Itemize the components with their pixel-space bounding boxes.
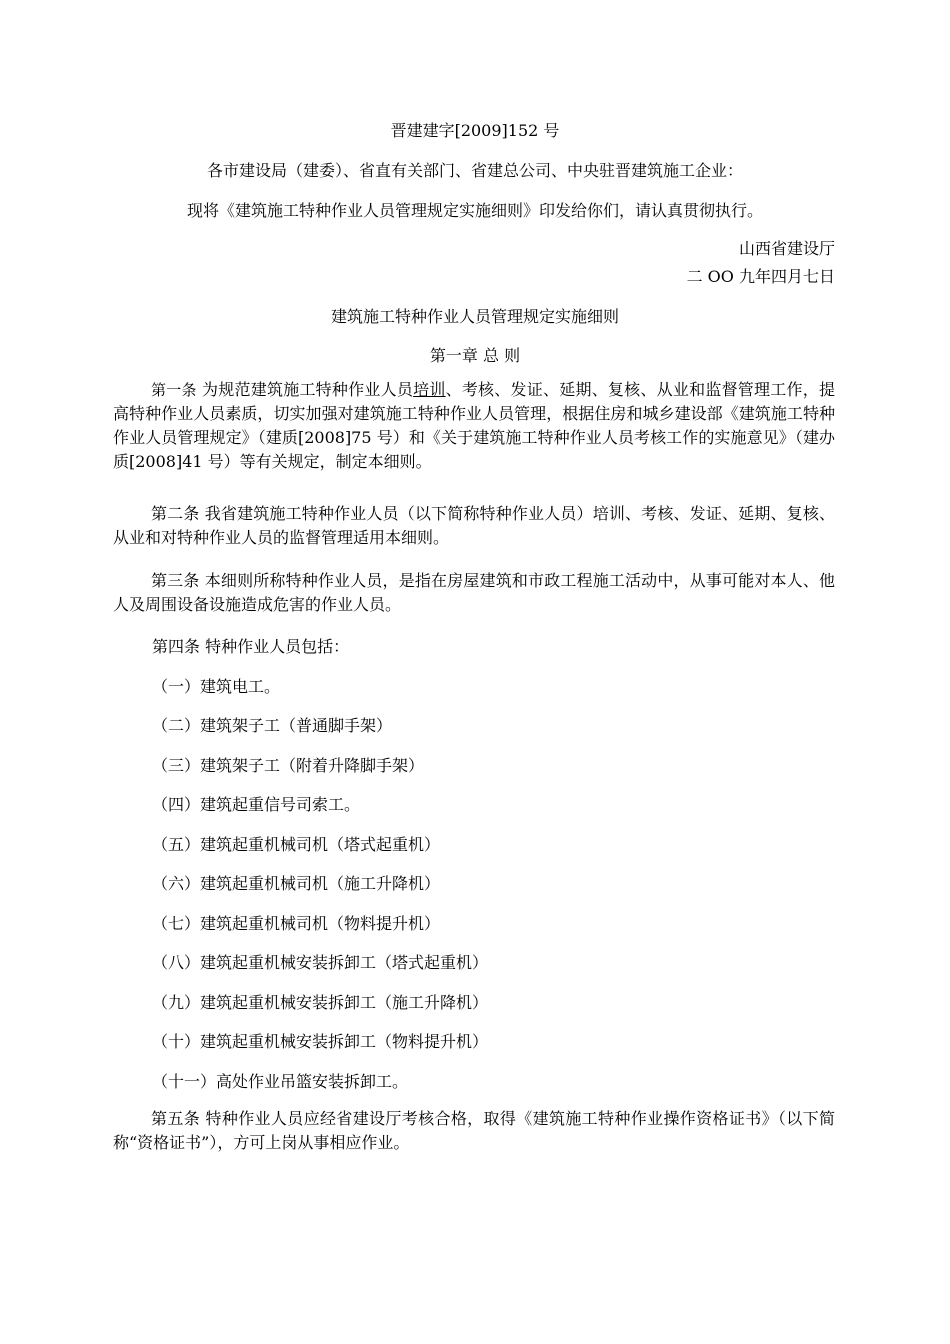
list-item: （九）建筑起重机械安装拆卸工（施工升降机） <box>152 993 489 1012</box>
article-2: 第二条 我省建筑施工特种作业人员（以下简称特种作业人员）培训、考核、发证、延期、复核、从业和对特种作业人员的监督管理适用本细则。 <box>113 504 835 547</box>
list-item: （二）建筑架子工（普通脚手架） <box>152 716 393 735</box>
list-item: （四）建筑起重信号司索工。 <box>152 795 361 814</box>
list-item: （一）建筑电工。 <box>152 677 281 696</box>
list-item: （八）建筑起重机械安装拆卸工（塔式起重机） <box>152 953 489 972</box>
issuer: 山西省建设厅 <box>738 239 835 258</box>
notice-line: 现将《建筑施工特种作业人员管理规定实施细则》印发给你们，请认真贯彻执行。 <box>186 201 763 220</box>
article-1-text-pre: 为规范建筑施工特种作业人员 <box>196 380 414 399</box>
list-item: （七）建筑起重机械司机（物料提升机） <box>152 914 441 933</box>
document-title: 建筑施工特种作业人员管理规定实施细则 <box>330 307 619 326</box>
article-1-underlined-word: 培训 <box>413 380 446 399</box>
chapter-heading: 第一章 总 则 <box>429 346 521 365</box>
article-3: 第三条 本细则所称特种作业人员，是指在房屋建筑和市政工程施工活动中，从事可能对本人、他人及周围设备设施造成危害的作业人员。 <box>113 571 835 614</box>
list-item: （五）建筑起重机械司机（塔式起重机） <box>152 835 441 854</box>
list-item: （六）建筑起重机械司机（施工升降机） <box>152 874 441 893</box>
doc-number: 晋建建字[2009]152 号 <box>390 121 560 140</box>
article-1-label: 第一条 <box>151 381 197 399</box>
list-item: （十一）高处作业吊篮安装拆卸工。 <box>152 1072 409 1091</box>
issue-date: 二 OO 九年四月七日 <box>686 267 835 286</box>
article-4: 第四条 特种作业人员包括： <box>152 637 350 656</box>
list-item: （十）建筑起重机械安装拆卸工（物料提升机） <box>152 1032 489 1051</box>
article-5: 第五条 特种作业人员应经省建设厅考核合格，取得《建筑施工特种作业操作资格证书》（以下简称“资格证书”），方可上岗从事相应作业。 <box>113 1109 835 1152</box>
article-1-text-post: 、考核、发证、延期、复核、从业和监督管理工作，提高特种作业人员素质，切实加强对建筑施工特种作业人员管理，根据住房和城乡建设部《建筑施工特种作业人员管理规定》（建质[2008]75 号）和《关于建筑施工特种作业人员考核工作的实施意见》（建办质[2008]41 号）等有关规定，制定本细则。 <box>113 380 835 471</box>
recipients-line: 各市建设局（建委）、省直有关部门、省建总公司、中央驻晋建筑施工企业： <box>206 161 743 180</box>
list-item: （三）建筑架子工（附着升降脚手架） <box>152 756 425 775</box>
article-1 <box>113 378 835 474</box>
